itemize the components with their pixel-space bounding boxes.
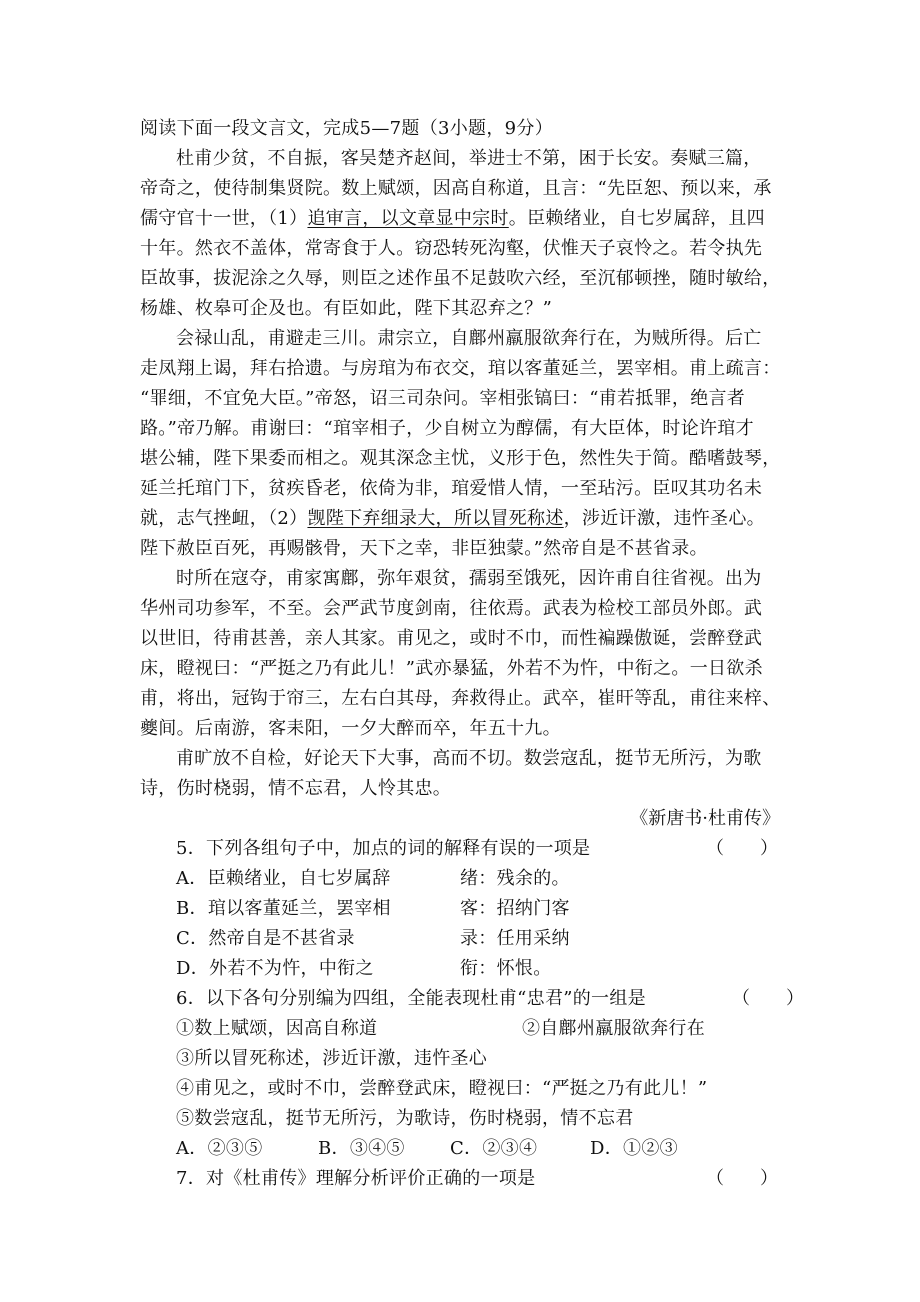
q6-item-3: ③所以冒死称述，涉近讦激，违忤圣心 — [176, 1048, 488, 1069]
passage-line: 十年。然衣不盖体，常寄食于人。窃恐转死沟壑，伏惟天子哀怜之。若令执先 — [140, 238, 763, 259]
passage-line — [140, 208, 765, 230]
passage-line: 堪公辅，陛下果委而相之。观其深念主忧，义形于色，然性失于简。酷嗜鼓琴， — [140, 448, 781, 469]
passage-line: 甫，将出，冠钩于帘三，左右白其母，奔救得止。武卒，崔旰等乱，甫往来梓、 — [140, 688, 781, 709]
passage-line: 会禄山乱，甫避走三川。肃宗立，自鄜州羸服欲奔行在，为贼所得。后亡 — [176, 328, 762, 349]
passage-line: 以世旧，待甫甚善，亲人其家。甫见之，或时不巾，而性褊躁傲诞，尝醉登武 — [140, 628, 763, 649]
passage-text: 。臣赖绪业，自七岁属辞，且四 — [508, 208, 765, 229]
passage-line: “罪细，不宜免大臣。”帝怒，诏三司杂问。宰相张镐曰：“甫若抵罪，绝言者 — [140, 388, 746, 409]
passage-line — [140, 508, 765, 530]
underlined-sentence-1: 追审言，以文章显中宗时 — [307, 208, 509, 229]
question-5-answer-bracket: （ ） — [706, 838, 778, 859]
passage-line: 甫旷放不自检，好论天下大事，高而不切。数尝寇乱，挺节无所污，为歌 — [176, 748, 762, 769]
q5-option-a-gloss: 绪：残余的。 — [460, 868, 570, 889]
passage-line: 杨雄、枚皋可企及也。有臣如此，陛下其忍弃之？” — [140, 298, 553, 319]
passage-line: 陛下赦臣百死，再赐骸骨，天下之幸，非臣独蒙。”然帝自是不甚省录。 — [140, 538, 708, 559]
passage-line: 杜甫少贫，不自振，客吴楚齐赵间，举进士不第，困于长安。奏赋三篇， — [176, 148, 762, 169]
q5-option-b-gloss: 客：招纳门客 — [460, 898, 570, 919]
passage-source: 《新唐书·杜甫传》 — [630, 808, 780, 829]
q6-item-5: ⑤数尝寇乱，挺节无所污，为歌诗，伤时桡弱，情不忘君 — [176, 1108, 634, 1129]
passage-line: 夔间。后南游，客耒阳，一夕大醉而卒，年五十九。 — [140, 718, 561, 739]
passage-line: 床，瞪视曰：“严挺之乃有此儿！”武亦暴猛，外若不为忤，中衔之。一日欲杀 — [140, 658, 763, 679]
question-5-stem: 5．下列各组句子中，加点的词的解释有误的一项是 — [176, 838, 591, 859]
passage-line: 走凤翔上谒，拜右拾遗。与房琯为布衣交，琯以客董延兰，罢宰相。甫上疏言： — [140, 358, 781, 379]
q5-option-d-gloss: 衔：怀恨。 — [460, 958, 552, 979]
q6-item-2: ②自鄜州羸服欲奔行在 — [522, 1018, 705, 1039]
passage-text: 就，志气挫衄，（2） — [140, 508, 308, 529]
passage-text: 儒守官十一世，（1） — [140, 208, 308, 229]
passage-line: 华州司功参军，不至。会严武节度剑南，往依焉。武表为检校工部员外郎。武 — [140, 598, 763, 619]
q6-choice-d: D．①②③ — [590, 1138, 678, 1159]
passage-line: 诗，伤时桡弱，情不忘君，人怜其忠。 — [140, 778, 452, 799]
question-6-answer-bracket: （ ） — [732, 988, 804, 1009]
passage-line: 路。”帝乃解。甫谢曰：“琯宰相子，少自树立为醇儒，有大臣体，时论许琯才 — [140, 418, 754, 439]
passage-line: 帝奇之，使待制集贤院。数上赋颂，因高自称道，且言：“先臣恕、预以来，承 — [140, 178, 772, 199]
passage-text: ，涉近讦激，违忤圣心。 — [563, 508, 765, 529]
question-6-stem: 6．以下各句分别编为四组，全能表现杜甫“忠君”的一组是 — [176, 988, 646, 1009]
underlined-sentence-2: 觊陛下弃细录大，所以冒死称述 — [307, 508, 564, 529]
q6-choice-b: B．③④⑤ — [318, 1138, 405, 1159]
question-7-stem: 7．对《杜甫传》理解分析评价正确的一项是 — [176, 1168, 536, 1189]
q5-option-c-gloss: 录：任用采纳 — [460, 928, 570, 949]
section-heading: 阅读下面一段文言文，完成5—7题（3小题，9分） — [140, 118, 554, 139]
passage-line: 延兰托琯门下，贫疾昏老，依倚为非，琯爱惜人情，一至玷污。臣叹其功名未 — [140, 478, 763, 499]
question-7-answer-bracket: （ ） — [706, 1168, 778, 1189]
q5-option-d: D．外若不为忤，中衔之 — [176, 958, 374, 979]
q6-choice-a: A．②③⑤ — [176, 1138, 263, 1159]
q5-option-a: A．臣赖绪业，自七岁属辞 — [176, 868, 391, 889]
q6-item-1: ①数上赋颂，因高自称道 — [176, 1018, 378, 1039]
q6-choice-c: C．②③④ — [450, 1138, 538, 1159]
passage-line: 臣故事，拔泥涂之久辱，则臣之述作虽不足鼓吹六经，至沉郁顿挫，随时敏给， — [140, 268, 781, 289]
passage-line: 时所在寇夺，甫家寓鄜，弥年艰贫，孺弱至饿死，因许甫自往省视。出为 — [176, 568, 762, 589]
q5-option-c: C．然帝自是不甚省录 — [176, 928, 355, 949]
q5-option-b: B．琯以客董延兰，罢宰相 — [176, 898, 391, 919]
q6-item-4: ④甫见之，或时不巾，尝醉登武床，瞪视曰：“严挺之乃有此儿！” — [176, 1078, 708, 1099]
